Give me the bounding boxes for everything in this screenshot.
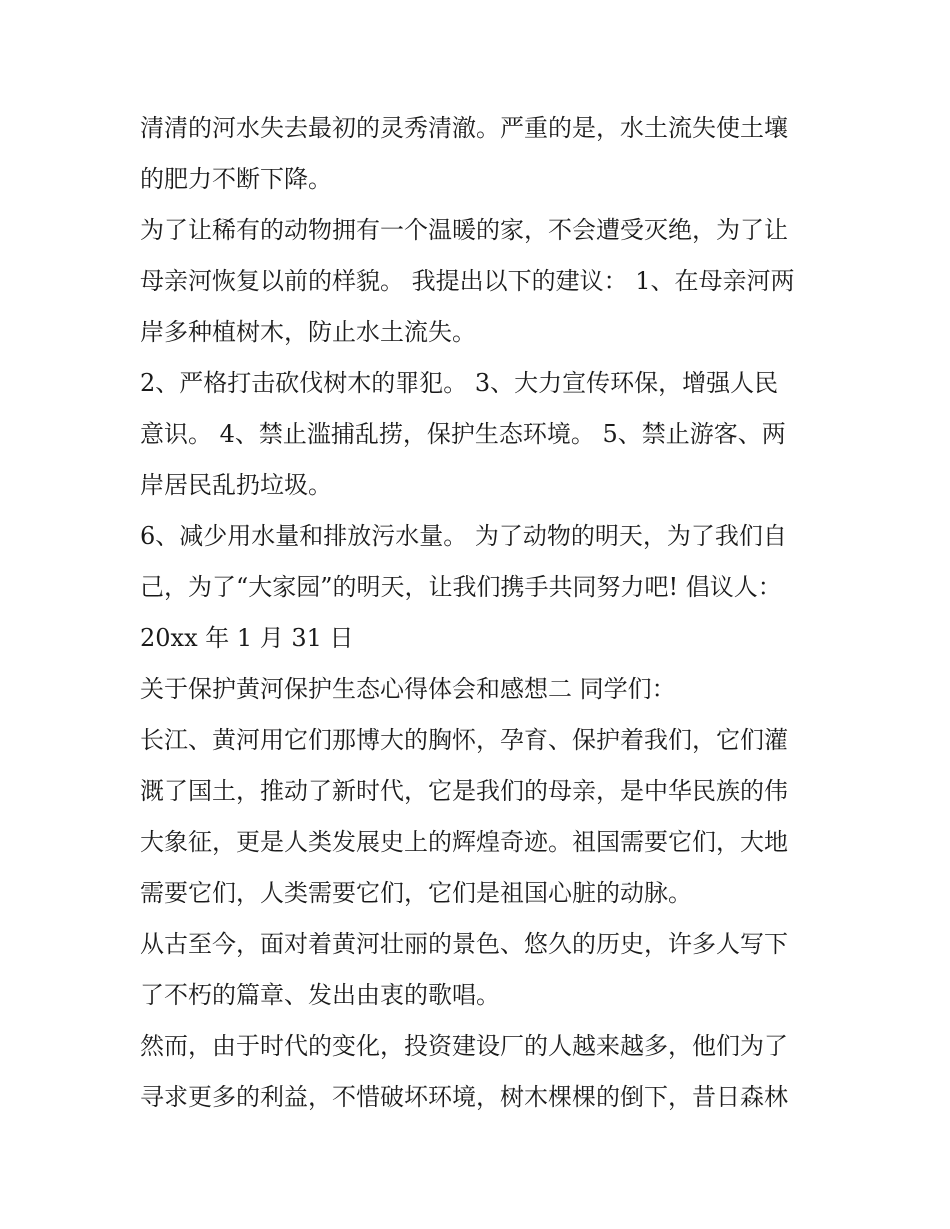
text-line: 6、减少用水量和排放污水量。 为了动物的明天，为了我们自 [140, 522, 787, 550]
document-body [140, 103, 830, 1123]
text-line: 了不朽的篇章、发出由衷的歌唱。 [140, 981, 500, 1009]
text-line: 溉了国土，推动了新时代，它是我们的母亲，是中华民族的伟 [140, 777, 788, 805]
text-line: 从古至今，面对着黄河壮丽的景色、悠久的历史，许多人写下 [140, 930, 788, 958]
text-line: 需要它们，人类需要它们，它们是祖国心脏的动脉。 [140, 879, 692, 907]
text-line: 岸居民乱扔垃圾。 [140, 471, 332, 499]
text-line: 母亲河恢复以前的样貌。 我提出以下的建议： 1、在母亲河两 [140, 267, 795, 295]
text-line: 大象征，更是人类发展史上的辉煌奇迹。祖国需要它们，大地 [140, 828, 788, 856]
text-line: 为了让稀有的动物拥有一个温暖的家，不会遭受灭绝，为了让 [140, 216, 788, 244]
text-line: 清清的河水失去最初的灵秀清澈。严重的是，水土流失使土壤 [140, 114, 788, 142]
text-line: 然而，由于时代的变化，投资建设厂的人越来越多，他们为了 [140, 1032, 788, 1060]
text-line: 己，为了“大家园”的明天，让我们携手共同努力吧! 倡议人： [140, 573, 782, 601]
section-heading: 关于保护黄河保护生态心得体会和感想二 同学们： [140, 675, 676, 703]
text-line: 的肥力不断下降。 [140, 165, 332, 193]
date-line: 20xx 年 1 月 31 日 [140, 624, 354, 652]
text-line: 意识。 4、禁止滥捕乱捞，保护生态环境。 5、禁止游客、两 [140, 420, 786, 448]
text-line: 寻求更多的利益，不惜破坏环境，树木棵棵的倒下，昔日森林 [140, 1083, 788, 1111]
text-line: 长江、黄河用它们那博大的胸怀，孕育、保护着我们，它们灌 [140, 726, 788, 754]
text-line: 岸多种植树木，防止水土流失。 [140, 318, 476, 346]
text-line: 2、严格打击砍伐树木的罪犯。 3、大力宣传环保，增强人民 [140, 369, 779, 397]
